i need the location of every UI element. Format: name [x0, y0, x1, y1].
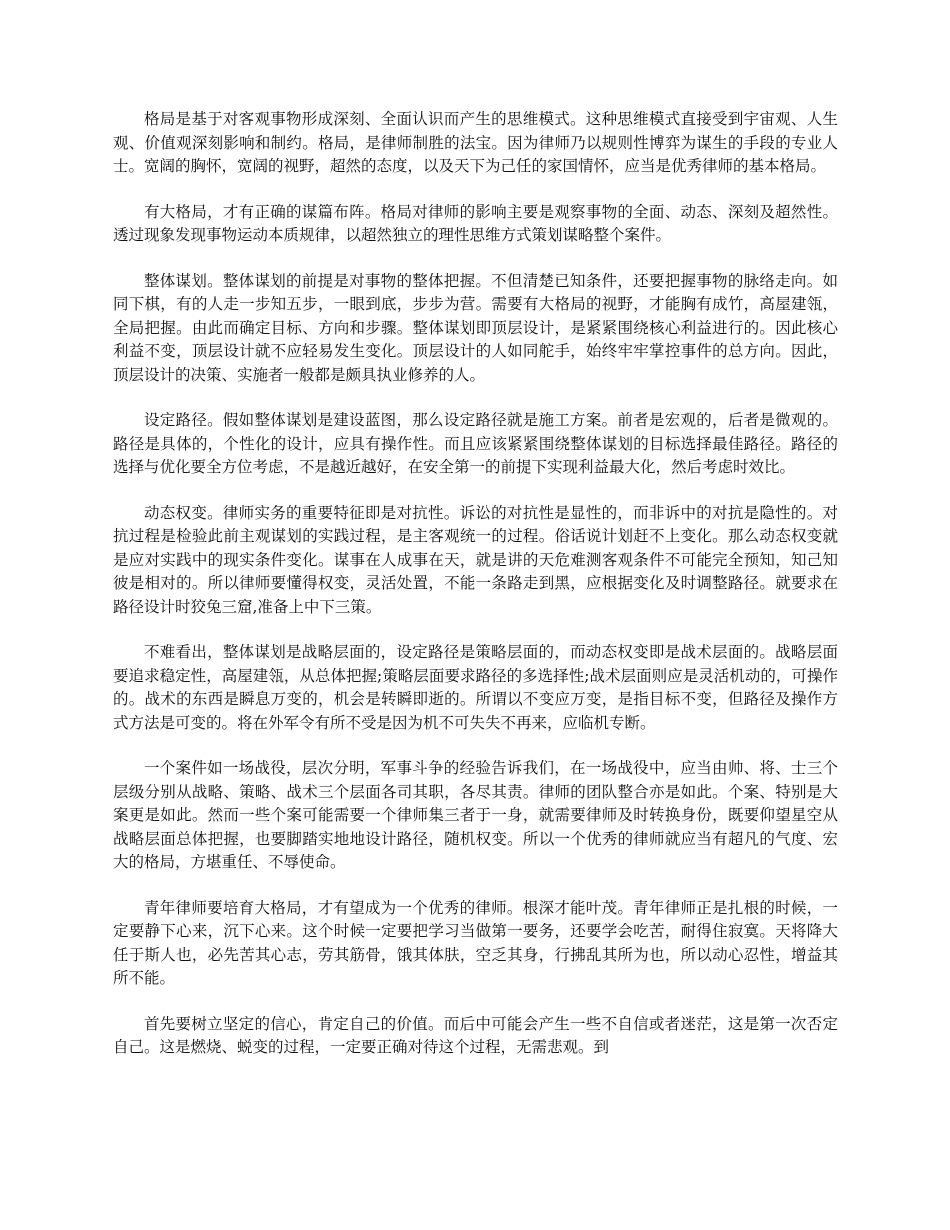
paragraph-1: 格局是基于对客观事物形成深刻、全面认识而产生的思维模式。这种思维模式直接受到宇宙观、人生观、价值观深刻影响和制约。格局，是律师制胜的法宝。因为律师乃以规则性博弈为谋生的手段的专业人士。宽阔的胸怀，宽阔的视野，超然的态度，以及天下为己任的家国情怀，应当是优秀律师的基本格局。 — [113, 110, 838, 175]
paragraph-5: 动态权变。律师实务的重要特征即是对抗性。诉讼的对抗性是显性的，而非诉中的对抗是隐性的。对抗过程是检验此前主观谋划的实践过程，是主客观统一的过程。俗话说计划赶不上变化。那么动态权变就是应对实践中的现实条件变化。谋事在人成事在天，就是讲的天危难测客观条件不可能完全预知，知己知彼是相对的。所以律师要懂得权变，灵活处置，不能一条路走到黑，应根据变化及时调整路径。就要求在路径设计时狡兔三窟,准备上中下三策。 — [113, 503, 838, 616]
paragraph-9: 首先要树立坚定的信心，肯定自己的价值。而后中可能会产生一些不自信或者迷茫，这是第一次否定自己。这是燃烧、蜕变的过程，一定要正确对待这个过程，无需悲观。到 — [113, 1014, 838, 1056]
paragraph-2: 有大格局，才有正确的谋篇布阵。格局对律师的影响主要是观察事物的全面、动态、深刻及超然性。透过现象发现事物运动本质规律，以超然独立的理性思维方式策划谋略整个案件。 — [113, 202, 838, 244]
paragraph-6: 不难看出，整体谋划是战略层面的，设定路径是策略层面的，而动态权变即是战术层面的。战略层面要追求稳定性，高屋建瓴，从总体把握;策略层面要求路径的多选择性;战术层面则应是灵活机动的，可操作的。战术的东西是瞬息万变的，机会是转瞬即逝的。所谓以不变应万变，是指目标不变，但路径及操作方式方法是可变的。将在外军令有所不受是因为机不可失失不再来，应临机专断。 — [113, 643, 838, 732]
document-body — [113, 108, 838, 1060]
paragraph-4: 设定路径。假如整体谋划是建设蓝图，那么设定路径就是施工方案。前者是宏观的，后者是微观的。路径是具体的，个性化的设计，应具有操作性。而且应该紧紧围绕整体谋划的目标选择最佳路径。路径的选择与优化要全方位考虑，不是越近越好，在安全第一的前提下实现利益最大化，然后考虑时效比。 — [113, 411, 838, 476]
paragraph-3: 整体谋划。整体谋划的前提是对事物的整体把握。不但清楚已知条件，还要把握事物的脉络走向。如同下棋，有的人走一步知五步，一眼到底，步步为营。需要有大格局的视野，才能胸有成竹，高屋建瓴，全局把握。由此而确定目标、方向和步骤。整体谋划即顶层设计，是紧紧围绕核心利益进行的。因此核心利益不变，顶层设计就不应轻易发生变化。顶层设计的人如同舵手，始终牢牢掌控事件的总方向。因此，顶层设计的决策、实施者一般都是颇具执业修养的人。 — [113, 271, 838, 384]
paragraph-7: 一个案件如一场战役，层次分明，军事斗争的经验告诉我们，在一场战役中，应当由帅、将、士三个层级分别从战略、策略、战术三个层面各司其职，各尽其责。律师的团队整合亦是如此。个案、特别是大案更是如此。然而一些个案可能需要一个律师集三者于一身，就需要律师及时转换身份，既要仰望星空从战略层面总体把握，也要脚踏实地地设计路径，随机权变。所以一个优秀的律师就应当有超凡的气度、宏大的格局，方堪重任、不辱使命。 — [113, 759, 838, 871]
paragraph-8: 青年律师要培育大格局，才有望成为一个优秀的律师。根深才能叶茂。青年律师正是扎根的时候，一定要静下心来，沉下心来。这个时候一定要把学习当做第一要务，还要学会吃苦，耐得住寂寞。天将降大任于斯人也，必先苦其心志，劳其筋骨，饿其体肤，空乏其身，行拂乱其所为也，所以动心忍性，增益其所不能。 — [113, 898, 838, 987]
